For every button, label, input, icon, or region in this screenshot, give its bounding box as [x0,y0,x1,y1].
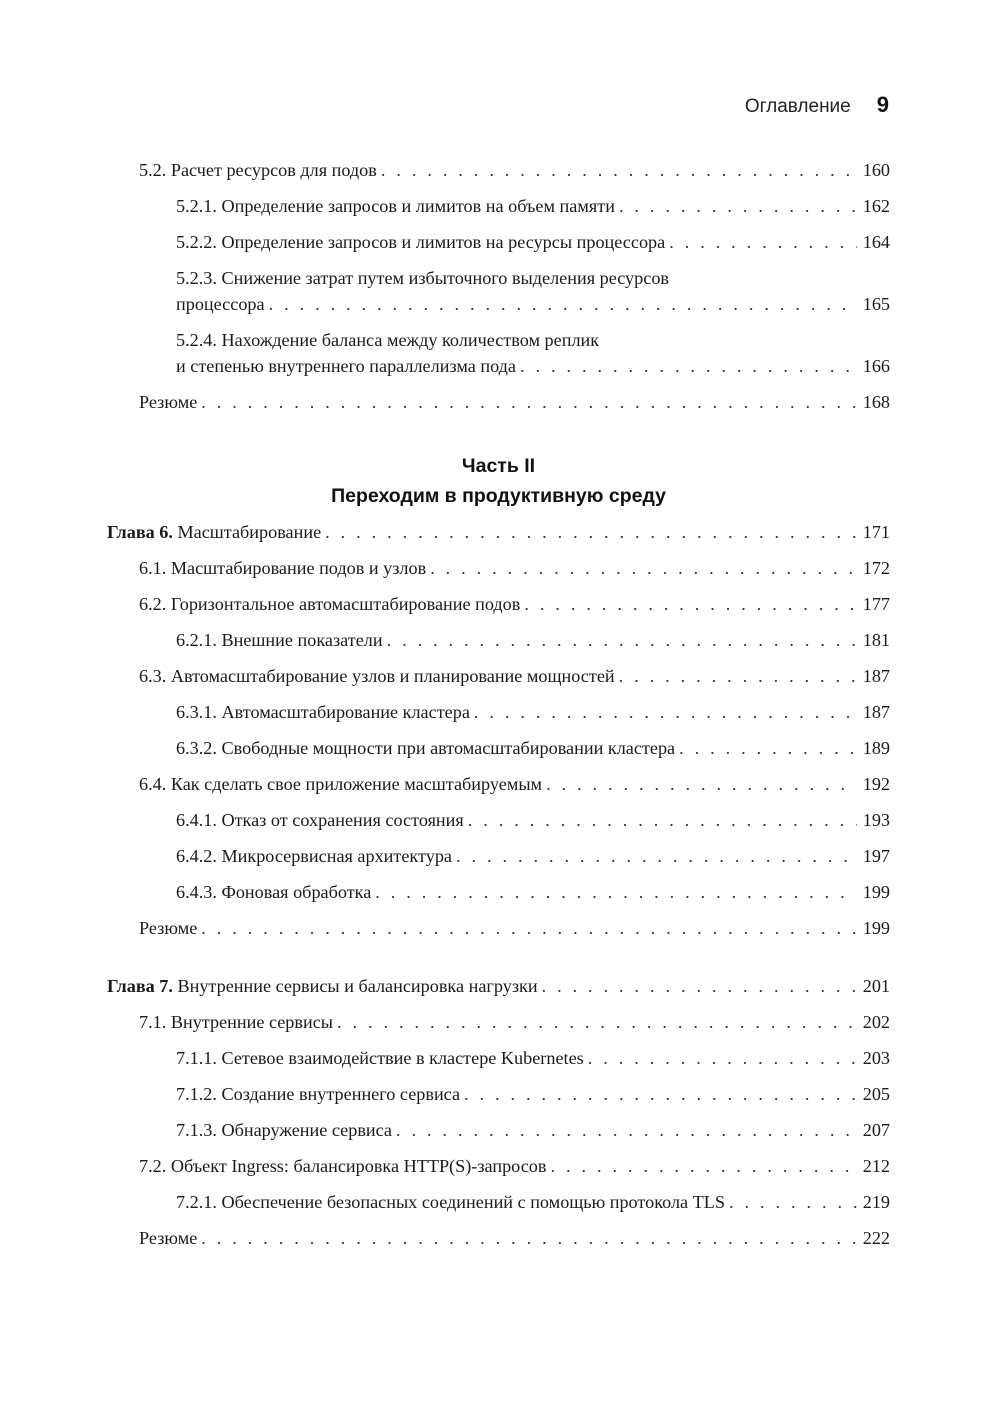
toc-entry-label: 7.1. Внутренние сервисы [139,1012,334,1032]
toc-entry[interactable] [107,699,890,725]
dot-leader [679,735,857,761]
toc-entry[interactable] [107,879,890,905]
toc-entry-label: 7.1.3. Обнаружение сервиса [176,1120,393,1140]
header-title: Оглавление [744,96,851,117]
dot-leader [669,229,857,255]
dot-leader [325,519,857,545]
toc-entry-label: 6.1. Масштабирование подов и узлов [139,558,427,578]
part-subtitle: Переходим в продуктивную среду [331,485,666,507]
toc-entry-label: и степенью внутреннего параллелизма пода [176,356,517,376]
toc-entry[interactable] [107,157,890,183]
toc-entry[interactable] [107,771,890,797]
toc-entry[interactable] [107,1045,890,1071]
toc-entry-page: 203 [862,1048,890,1068]
toc-entry-label: Резюме [139,918,198,938]
dot-leader [542,973,857,999]
toc-entry[interactable] [107,1189,890,1215]
toc-entry-page: 165 [862,294,890,314]
toc-entry-page: 207 [862,1120,890,1140]
toc-entry[interactable] [107,1225,890,1251]
toc-entry-label-line1: 5.2.4. Нахождение баланса между количеством реплик [176,330,600,350]
toc-entry-label: Резюме [139,392,198,412]
toc-entry-label: 6.2. Горизонтальное автомасштабирование подов [139,594,521,614]
toc-entry-label: 6.3. Автомасштабирование узлов и планирование мощностей [139,666,615,686]
toc-entry-page: 177 [862,594,890,614]
toc-entry[interactable] [107,1009,890,1035]
toc-entry-page: 171 [862,522,890,542]
toc-entry[interactable] [107,555,890,581]
chapter-title: Внутренние сервисы и балансировка нагрузки [177,976,538,996]
toc-entry[interactable] [107,735,890,761]
toc-entry-page: 199 [862,918,890,938]
toc-entry-page: 201 [862,976,890,996]
toc-entry[interactable] [107,265,890,317]
toc-entry-label: 5.2.2. Определение запросов и лимитов на ресурсы процессора [176,232,666,252]
toc-entry[interactable] [107,229,890,255]
chapter-prefix: Глава 6. [107,522,173,542]
toc-entry-page: 199 [862,882,890,902]
toc-entry[interactable] [107,1153,890,1179]
toc-entry-label: процессора [176,294,265,314]
dot-leader [375,879,856,905]
toc-entry-page: 193 [862,810,890,830]
dot-leader [619,663,857,689]
toc-entry-page: 172 [862,558,890,578]
toc-entry[interactable] [107,591,890,617]
dot-leader [396,1117,857,1143]
toc-entry[interactable] [107,915,890,941]
toc-entry-label: 7.1.1. Сетевое взаимодействие в кластере Kubernetes [176,1048,584,1068]
toc-entry-page: 202 [862,1012,890,1032]
toc-entry-page: 189 [862,738,890,758]
dot-leader [201,915,856,941]
toc-entry-page: 187 [862,702,890,722]
dot-leader [456,843,857,869]
toc-entry[interactable] [107,663,890,689]
toc-entry-label: 7.2. Объект Ingress: балансировка HTTP(S)-запросов [139,1156,547,1176]
dot-leader [474,699,857,725]
dot-leader [201,1225,856,1251]
dot-leader [619,193,857,219]
chapter-prefix: Глава 7. [107,976,173,996]
toc-entry-label: 6.3.2. Свободные мощности при автомасштабировании кластера [176,738,676,758]
dot-leader [337,1009,857,1035]
table-of-contents [107,157,890,1251]
toc-entry-page: 222 [862,1228,890,1248]
toc-entry-page: 162 [862,196,890,216]
toc-entry-label: 5.2.1. Определение запросов и лимитов на объем памяти [176,196,615,216]
dot-leader [546,771,857,797]
dot-leader [520,353,857,379]
toc-entry-label: 5.2. Расчет ресурсов для подов [139,160,377,180]
toc-entry-label: 6.4. Как сделать свое приложение масштабируемым [139,774,543,794]
toc-entry-label: 7.2.1. Обеспечение безопасных соединений с помощью протокола TLS [176,1192,725,1212]
toc-entry-page: 197 [862,846,890,866]
toc-entry-page: 205 [862,1084,890,1104]
toc-entry-label: 6.4.2. Микросервисная архитектура [176,846,453,866]
toc-entry[interactable] [107,193,890,219]
dot-leader [524,591,856,617]
toc-entry-label: 6.4.3. Фоновая обработка [176,882,372,902]
toc-entry-label: 6.3.1. Автомасштабирование кластера [176,702,470,722]
toc-entry-page: 164 [862,232,890,252]
dot-leader [729,1189,857,1215]
running-header [745,92,889,118]
toc-entry[interactable] [107,1117,890,1143]
toc-entry-page: 160 [862,160,890,180]
toc-entry[interactable] [107,389,890,415]
toc-entry[interactable] [107,627,890,653]
toc-entry-page: 168 [862,392,890,412]
toc-entry[interactable] [107,843,890,869]
part-title: Часть II [461,455,536,477]
toc-entry-page: 219 [862,1192,890,1212]
toc-entry[interactable] [107,807,890,833]
dot-leader [464,1081,857,1107]
dot-leader [468,807,857,833]
toc-entry-page: 212 [862,1156,890,1176]
dot-leader [430,555,857,581]
toc-entry-page: 192 [862,774,890,794]
dot-leader [269,291,857,317]
toc-entry-label: 6.4.1. Отказ от сохранения состояния [176,810,464,830]
dot-leader [387,627,857,653]
dot-leader [551,1153,857,1179]
dot-leader [201,389,856,415]
toc-chapter-entry[interactable] [107,973,890,999]
toc-entry[interactable] [107,327,890,379]
toc-entry-label: 7.1.2. Создание внутреннего сервиса [176,1084,461,1104]
dot-leader [381,157,857,183]
toc-entry[interactable] [107,1081,890,1107]
chapter-title: Масштабирование [177,522,322,542]
toc-entry-label: 6.2.1. Внешние показатели [176,630,383,650]
toc-entry-page: 187 [862,666,890,686]
toc-chapter-entry[interactable] [107,519,890,545]
toc-entry-label: Резюме [139,1228,198,1248]
toc-entry-label-line1: 5.2.3. Снижение затрат путем избыточного выделения ресурсов [176,268,669,288]
toc-entry-page: 181 [862,630,890,650]
page-number: 9 [876,92,889,117]
dot-leader [588,1045,857,1071]
toc-entry-page: 166 [862,356,890,376]
